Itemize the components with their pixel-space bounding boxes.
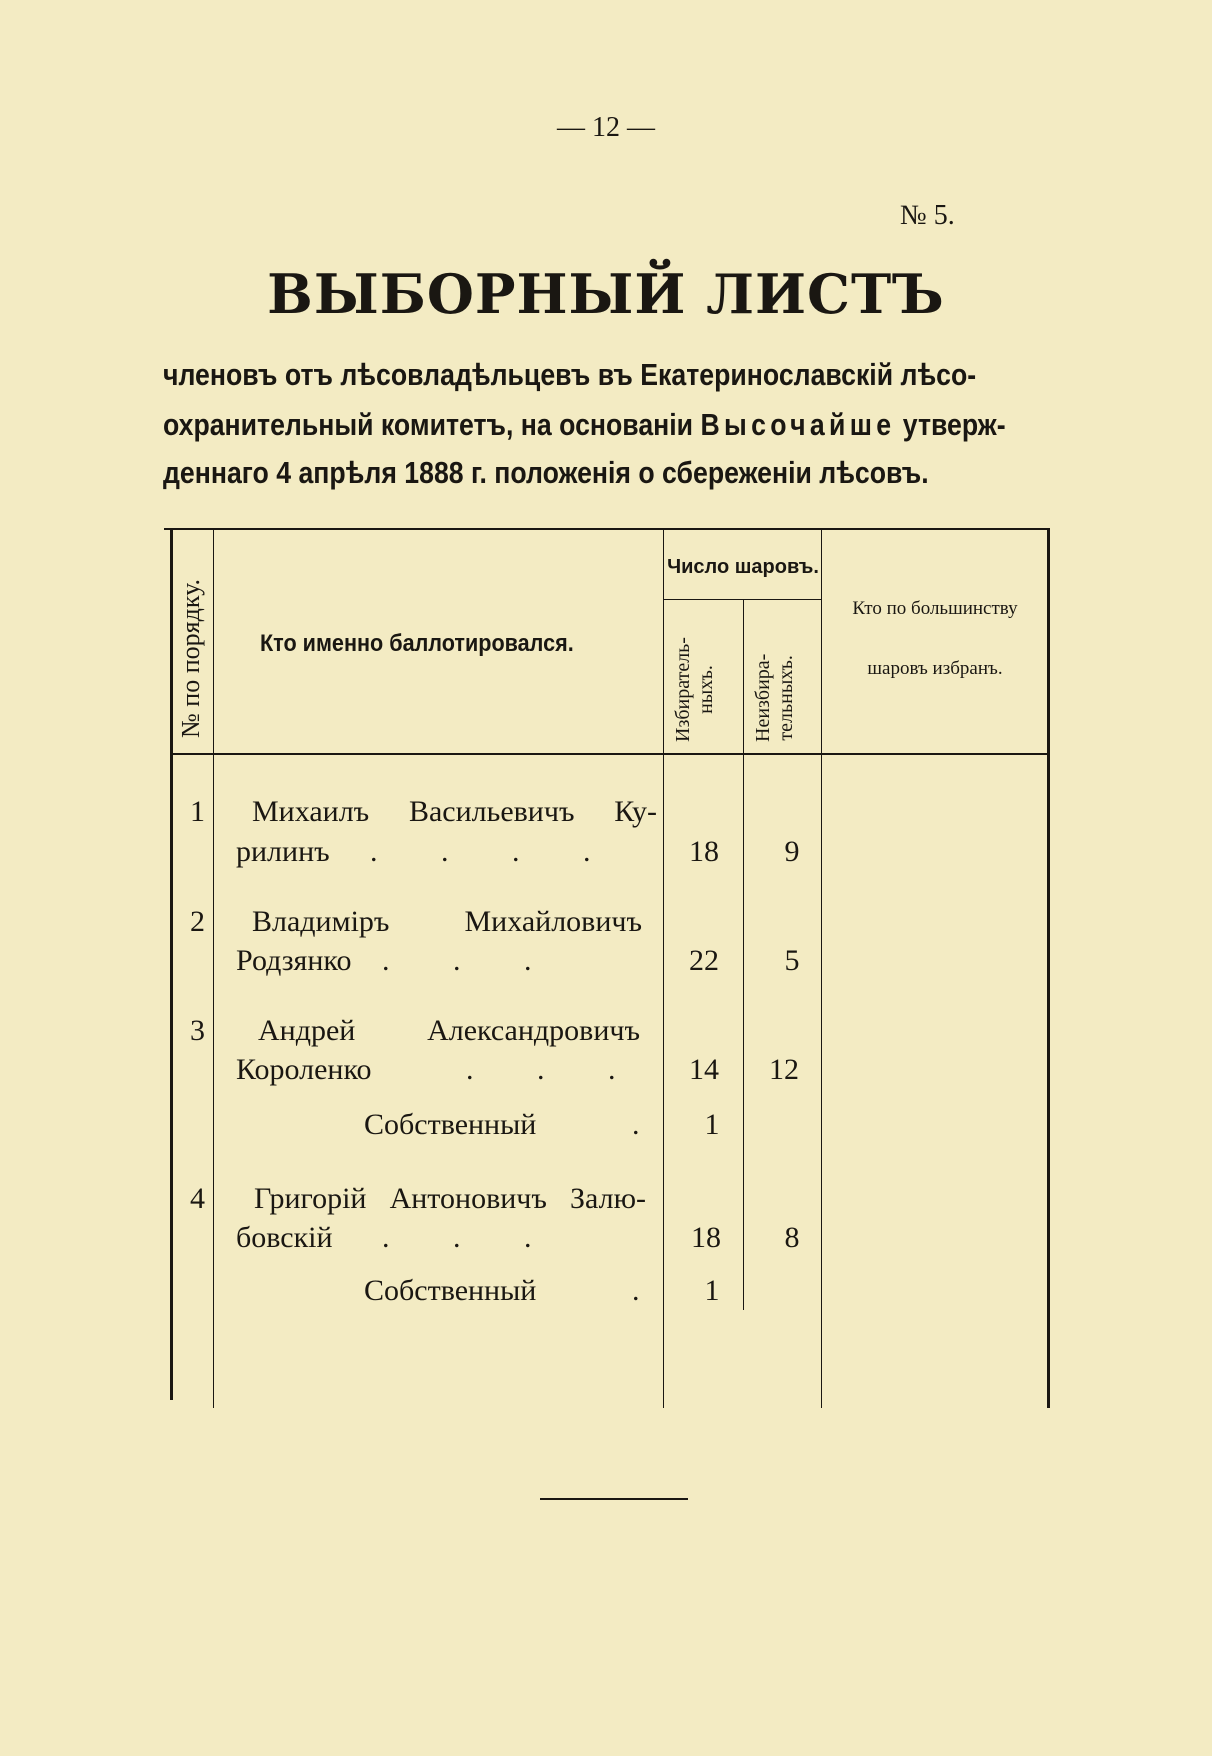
- candidate-name-line-2: [236, 944, 560, 978]
- subtitle-line-2-end: утверж-: [902, 407, 1006, 442]
- header-unfavourable-line-1: Неизбира-: [752, 653, 774, 742]
- own-ball-text: Собственный: [364, 1108, 537, 1141]
- column-divider-1: [213, 528, 214, 1408]
- unfavourable-count: 5: [784, 944, 800, 977]
- document-title: ВЫБОРНЫЙ ЛИСТЪ: [267, 262, 945, 326]
- closing-rule: [540, 1498, 688, 1500]
- candidate-name-line-1: Григорій Антоновичъ Залю-: [254, 1182, 646, 1215]
- column-divider-2: [663, 528, 664, 1408]
- row-number: 4: [190, 1182, 205, 1215]
- candidate-name-tail: Короленко: [236, 1053, 372, 1086]
- header-bottom-rule: [170, 753, 1050, 755]
- candidate-name-tail: рилинъ: [236, 835, 330, 868]
- own-ball-text: Собственный: [364, 1274, 537, 1307]
- header-sub-rule: [663, 599, 821, 600]
- own-ball-label: [364, 1108, 640, 1142]
- subtitle-line-2-start: охранительный комитетъ, на основаніи: [163, 407, 694, 442]
- table-left-rule: [170, 528, 173, 1400]
- unfavourable-count: 9: [784, 835, 800, 868]
- table-top-rule: [164, 528, 1050, 530]
- candidate-name-line-2: [236, 835, 619, 869]
- row-number: 2: [190, 905, 205, 938]
- subtitle-emphasis: Высочайше: [700, 407, 896, 442]
- own-ball-count: 1: [704, 1274, 720, 1307]
- header-favourable-line-1: Избиратель-: [672, 637, 694, 742]
- leader-dots: . . .: [382, 1221, 560, 1254]
- leader-dots: . . .: [382, 944, 560, 977]
- header-candidate: Кто именно баллотировался.: [260, 630, 574, 657]
- header-favourable-line-2: ныхъ.: [695, 665, 717, 714]
- own-ball-count: 1: [704, 1108, 720, 1141]
- candidate-name-line-1: Михаилъ Васильевичъ Ку-: [252, 795, 657, 828]
- header-ball-count: Число шаровъ.: [667, 556, 819, 578]
- subtitle-line-1: членовъ отъ лѣсовладѣльцевъ въ Екатеринославскій лѣсо-: [163, 357, 977, 392]
- leader-dots: . . . .: [370, 835, 619, 868]
- candidate-name-line-2: [236, 1221, 560, 1255]
- row-number: 1: [190, 795, 205, 828]
- favourable-count: 14: [689, 1053, 719, 1086]
- header-favourable: [672, 637, 718, 742]
- header-elected-line-1: Кто по большинству: [852, 598, 1018, 619]
- candidate-name-line-1: Владиміръ Михайловичъ: [252, 905, 642, 938]
- leader-dots: . . .: [466, 1053, 644, 1086]
- own-ball-label: [364, 1274, 640, 1308]
- unfavourable-count: 8: [784, 1221, 800, 1254]
- favourable-count: 18: [689, 835, 719, 868]
- subtitle-line-2: [163, 407, 1006, 443]
- candidate-name-tail: Родзянко: [236, 944, 352, 977]
- column-divider-3: [743, 600, 744, 1310]
- document-number: № 5.: [900, 200, 955, 231]
- header-unfavourable-line-2: тельныхъ.: [775, 655, 797, 741]
- page-number: — 12 —: [557, 112, 655, 143]
- leader-dots: .: [632, 1274, 640, 1307]
- favourable-count: 18: [691, 1221, 721, 1254]
- header-unfavourable: [752, 654, 798, 742]
- unfavourable-count: 12: [769, 1053, 799, 1086]
- row-number: 3: [190, 1014, 205, 1047]
- leader-dots: .: [632, 1108, 640, 1141]
- candidate-name-tail: бовскій: [236, 1221, 333, 1254]
- subtitle-line-3: деннаго 4 апрѣля 1888 г. положенія о сбереженіи лѣсовъ.: [163, 455, 929, 490]
- candidate-name-line-1: Андрей Александровичъ: [258, 1014, 640, 1047]
- favourable-count: 22: [689, 944, 719, 977]
- header-order-number: № по порядку.: [176, 579, 205, 738]
- header-elected-line-2: шаровъ избранъ.: [867, 658, 1003, 679]
- candidate-name-line-2: [236, 1053, 644, 1087]
